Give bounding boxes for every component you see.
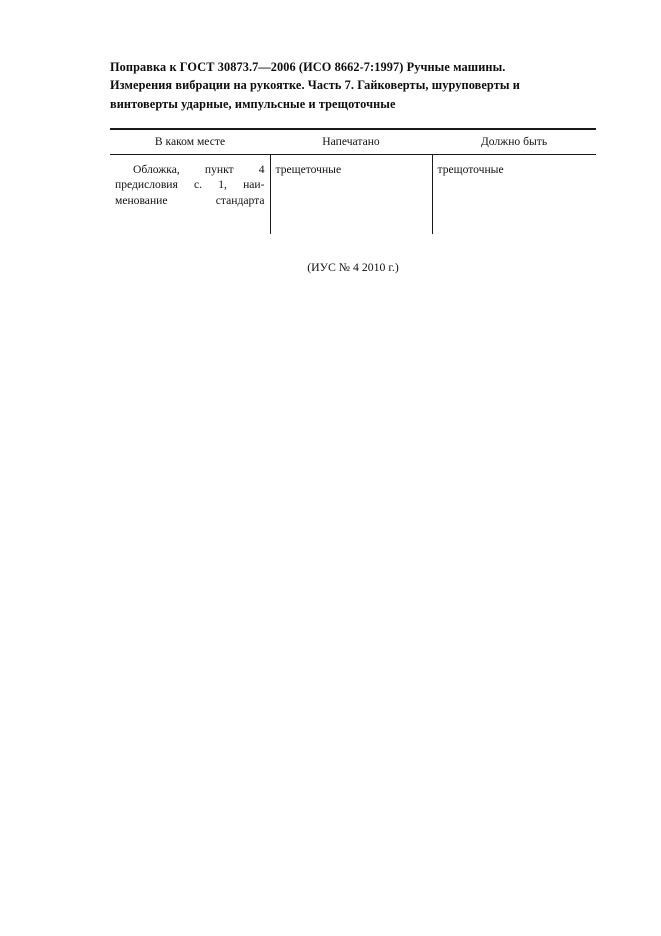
- cell-where: Обложка, пункт 4 предисловия с. 1, наименование стандарта: [110, 154, 270, 234]
- title-line-1: Поправка к ГОСТ 30873.7—2006 (ИСО 8662-7:1997) Ручные машины.: [110, 60, 506, 74]
- column-header-where: В каком месте: [110, 130, 270, 155]
- document-body: [110, 58, 596, 275]
- cell-printed: трещеточные: [270, 154, 432, 234]
- title-line-2: Измерения вибрации на рукоятке. Часть 7. Гайковерты, шуруповерты и: [110, 78, 520, 93]
- table-row: [110, 154, 596, 234]
- column-header-printed: Напечатано: [270, 130, 432, 155]
- document-title: [110, 58, 596, 113]
- title-line-3: винтоверты ударные, импульсные и трещоточные: [110, 96, 396, 111]
- corrections-table: [110, 128, 596, 234]
- issue-reference: (ИУС № 4 2010 г.): [307, 259, 399, 274]
- cell-should: трещоточные: [437, 162, 504, 176]
- table-header-row: [110, 130, 596, 155]
- column-header-should: Должно быть: [432, 130, 596, 155]
